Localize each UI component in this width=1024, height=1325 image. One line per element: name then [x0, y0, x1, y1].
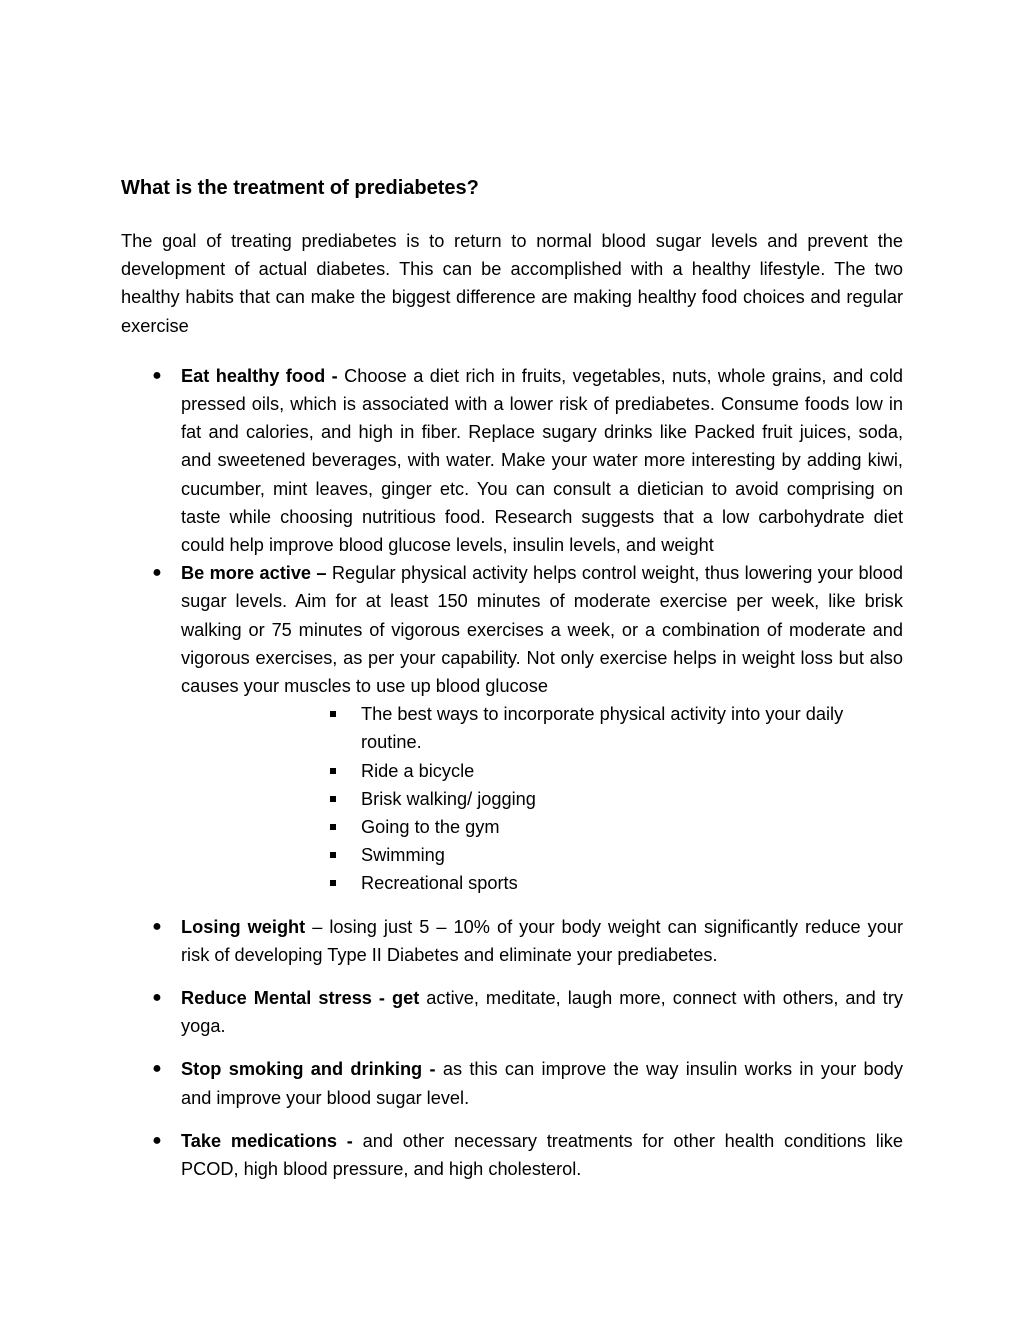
list-item-reduce-mental-stress — [121, 984, 903, 1040]
item-text: active, meditate, laugh more, connect with others, and try yoga. — [181, 988, 903, 1037]
document-page — [121, 174, 903, 1183]
bullet-icon: ● — [152, 989, 162, 1007]
list-item-eat-healthy-food — [121, 362, 903, 559]
sublist-item: Going to the gym — [181, 813, 903, 841]
sublist-item: Swimming — [181, 841, 903, 869]
page-title: What is the treatment of prediabetes? — [121, 177, 479, 199]
treatment-list — [121, 362, 903, 1183]
activity-sublist — [181, 700, 903, 897]
square-bullet-icon — [330, 711, 336, 717]
item-heading: Be more active – — [181, 563, 332, 584]
sublist-item: The best ways to incorporate physical activity into your daily routine. — [181, 700, 903, 756]
square-bullet-icon — [330, 880, 336, 886]
sublist-item: Brisk walking/ jogging — [181, 785, 903, 813]
item-text: Choose a diet rich in fruits, vegetables, nuts, whole grains, and cold pressed oils, which is associated with a lower risk of prediabetes. Consume foods low in fat and calories, and high in fiber. Replace sugary drinks like Packed fruit juices, soda, and sweetened beverages, with water. Make your water more interesting by adding kiwi, cucumber, mint leaves, ginger etc. You can consult a dietician to avoid comprising on taste while choosing nutritious food. Research suggests that a low carbohydrate diet could help improve blood glucose levels, insulin levels, and weight — [181, 365, 903, 556]
list-item-stop-smoking — [121, 1055, 903, 1111]
item-heading: Losing weight — [181, 916, 306, 937]
item-text: as this can improve the way insulin works in your body and improve your blood sugar level. — [181, 1059, 903, 1108]
item-heading: Reduce Mental stress - get — [181, 988, 420, 1009]
sublist-item: Ride a bicycle — [181, 757, 903, 785]
item-text: – losing just 5 – 10% of your body weight can significantly reduce your risk of developing Type II Diabetes and eliminate your prediabetes. — [181, 916, 903, 965]
square-bullet-icon — [330, 796, 336, 802]
list-item-take-medications — [121, 1127, 903, 1183]
bullet-icon: ● — [152, 366, 162, 384]
sublist-item: Recreational sports — [181, 869, 903, 897]
intro-paragraph: The goal of treating prediabetes is to return to normal blood sugar levels and prevent the development of actual diabetes. This can be accomplished with a healthy lifestyle. The two healthy habits that can make the biggest difference are making healthy food choices and regular exercise — [121, 231, 903, 336]
bullet-icon: ● — [152, 1060, 162, 1078]
square-bullet-icon — [330, 824, 336, 830]
square-bullet-icon — [330, 768, 336, 774]
item-heading: Stop smoking and drinking - — [181, 1059, 443, 1080]
list-item-be-more-active — [121, 559, 903, 897]
bullet-icon: ● — [152, 1131, 162, 1149]
item-text: and other necessary treatments for other health conditions like PCOD, high blood pressure, and high cholesterol. — [181, 1130, 903, 1180]
square-bullet-icon — [330, 852, 336, 858]
item-text: Regular physical activity helps control weight, thus lowering your blood sugar levels. Aim for at least 150 minutes of moderate exercise per week, like brisk walking or 75 minutes of vigorous exercises a week, or a combination of moderate and vigorous exercises, as per your capability. Not only exercise helps in weight loss but also causes your muscles to use up blood glucose — [181, 563, 903, 697]
list-item-losing-weight — [121, 913, 903, 969]
bullet-icon: ● — [152, 917, 162, 935]
item-heading: Take medications - — [181, 1130, 363, 1151]
item-heading: Eat healthy food - — [181, 365, 345, 386]
bullet-icon: ● — [152, 564, 162, 582]
